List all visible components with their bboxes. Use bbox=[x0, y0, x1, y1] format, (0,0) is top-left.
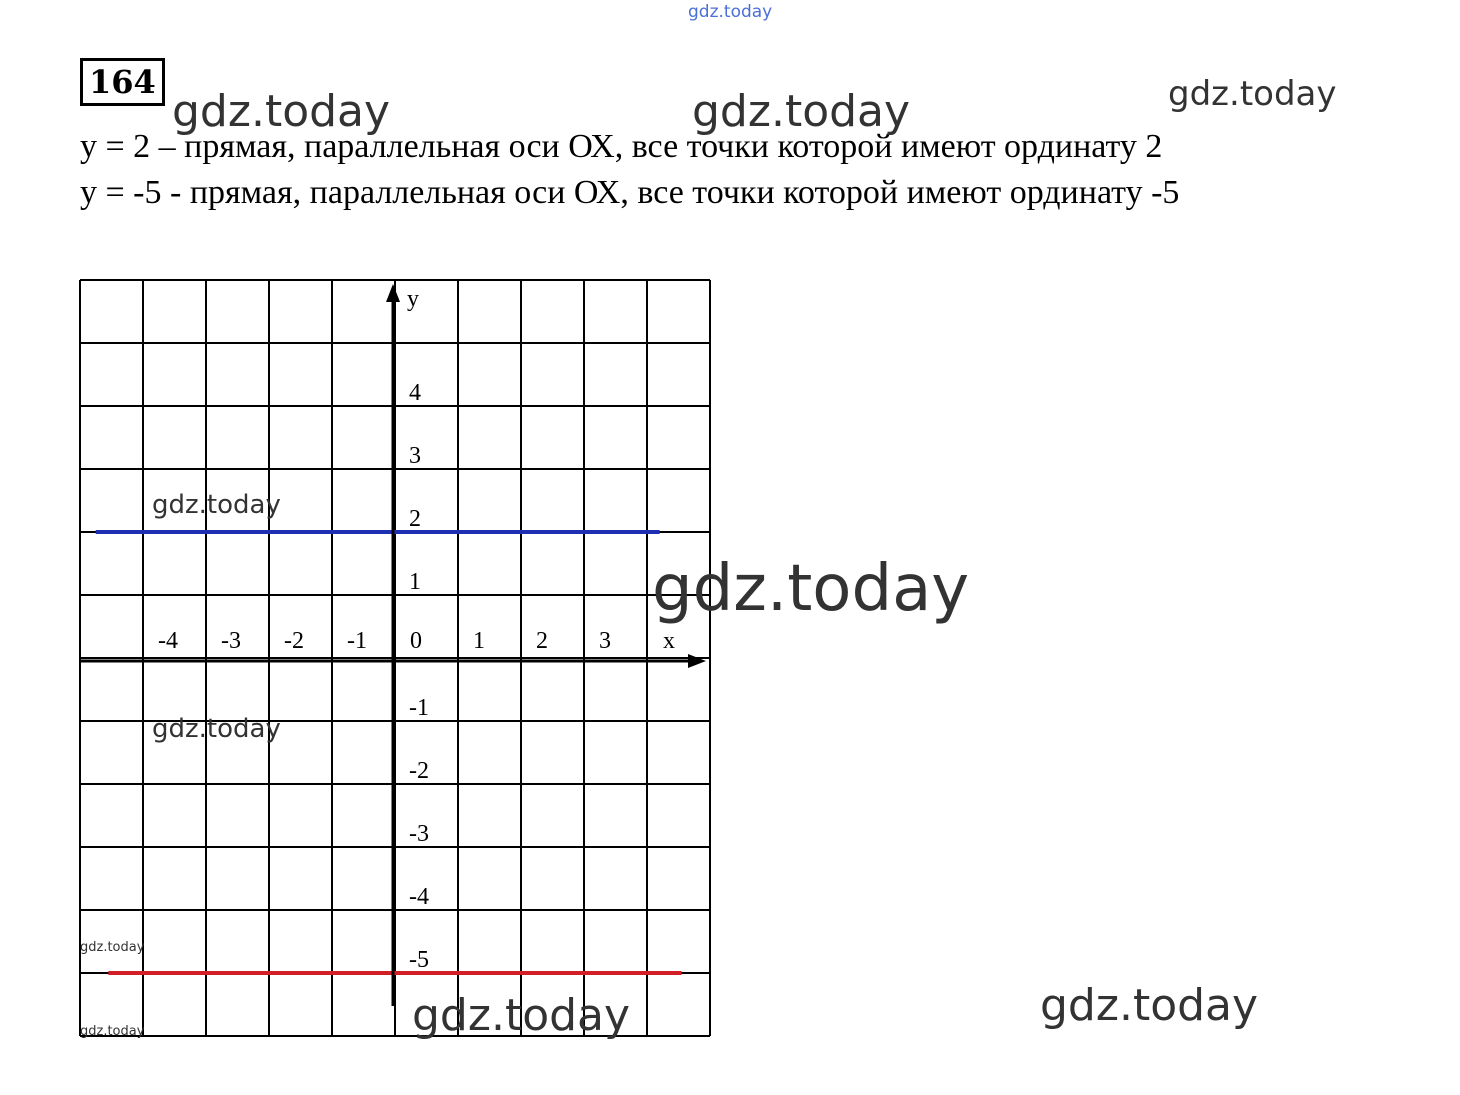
x-tick-label: 3 bbox=[599, 628, 611, 654]
x-tick-label: 0 bbox=[410, 628, 422, 654]
grid bbox=[80, 280, 710, 1036]
x-tick-label: 2 bbox=[536, 628, 548, 654]
y-tick-label: -5 bbox=[409, 947, 429, 973]
x-axis-arrow bbox=[688, 654, 706, 668]
watermark: gdz.today bbox=[688, 2, 773, 22]
y-tick-label: 2 bbox=[409, 506, 421, 532]
watermark: gdz.today bbox=[152, 714, 281, 744]
y-tick-label: -2 bbox=[409, 758, 429, 784]
x-tick-label: -2 bbox=[284, 628, 304, 654]
series-lines bbox=[96, 532, 682, 973]
y-tick-label: 3 bbox=[409, 443, 421, 469]
y-tick-label: 4 bbox=[409, 380, 421, 406]
problem-number: 164 bbox=[80, 58, 165, 106]
watermark: gdz.today bbox=[80, 1024, 145, 1039]
x-tick-label: -3 bbox=[221, 628, 241, 654]
y-tick-label: -4 bbox=[409, 884, 429, 910]
watermark: gdz.today bbox=[1040, 980, 1259, 1031]
y-tick-label: -1 bbox=[409, 695, 429, 721]
y-axis-arrow bbox=[386, 284, 400, 302]
x-axis-label: x bbox=[663, 628, 675, 654]
y-axis-label: y bbox=[407, 286, 419, 312]
watermark: gdz.today bbox=[152, 490, 281, 520]
watermark: gdz.today bbox=[412, 990, 631, 1041]
watermark: gdz.today bbox=[172, 86, 391, 137]
watermark: gdz.today bbox=[1168, 74, 1337, 114]
watermark: gdz.today bbox=[80, 940, 145, 955]
y-tick-label: 1 bbox=[409, 569, 421, 595]
x-tick-label: -1 bbox=[347, 628, 367, 654]
equation-line-1: y = 2 – прямая, параллельная оси ОХ, все точки которой имеют ординату 2 bbox=[80, 128, 1163, 165]
x-tick-label: 1 bbox=[473, 628, 485, 654]
y-tick-label: -3 bbox=[409, 821, 429, 847]
watermark: gdz.today bbox=[652, 552, 970, 626]
x-tick-label: -4 bbox=[158, 628, 178, 654]
equation-line-2: y = -5 - прямая, параллельная оси ОХ, все точки которой имеют ординату -5 bbox=[80, 174, 1180, 211]
watermark: gdz.today bbox=[692, 86, 911, 137]
